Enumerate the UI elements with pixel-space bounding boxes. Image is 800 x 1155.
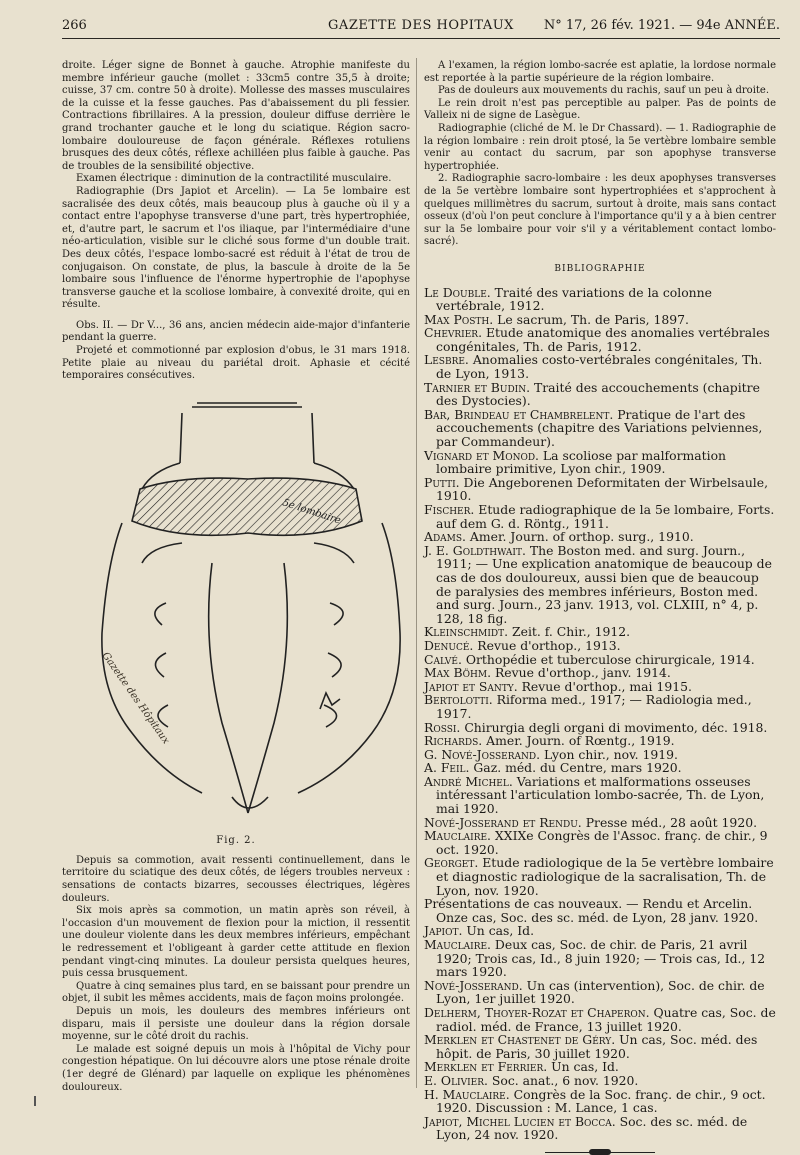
bibliography-reference: Variations et malformations osseuses intéressant l'articulation lombo-sacrée, Th. de Lyon, mai 1920. [436,773,765,817]
bibliography-author: Delherm, Thoyer-Rozat et Chaperon. [424,1004,650,1020]
bibliography-entry [424,1060,776,1074]
bibliography-entry [424,666,776,680]
bibliography-entry [424,326,776,353]
bibliography-reference: Soc. anat., 6 nov. 1920. [487,1072,639,1088]
bibliography-author: H. Mauclaire. [424,1086,510,1102]
bibliography-entry [424,1115,776,1142]
left-column [62,60,410,1094]
bibliography-reference: Presse méd., 28 août 1920. [581,814,758,830]
bibliography-reference: Traité des variations de la colonne vertébrale, 1912. [436,284,712,314]
bibliography-reference: Etude radiographique de la 5e lombaire, Forts. auf dem G. d. Röntg., 1911. [436,502,775,531]
bibliography-reference: Chirurgia degli organi di movimento, déc. 1918. [460,719,768,735]
bibliography-entry [424,693,776,720]
bibliography-author: Mauclaire. [424,937,491,952]
bibliography-entry [424,938,776,979]
bibliography-title: BIBLIOGRAPHIE [554,263,646,274]
end-ornament [545,1152,655,1153]
spine-xray-sketch [62,393,410,833]
bibliography-entry [424,625,776,639]
bibliography-reference: Le sacrum, Th. de Paris, 1897. [493,311,689,327]
right-column [424,60,776,1153]
bibliography-reference: Gaz. méd. du Centre, mars 1920. [469,760,682,776]
bibliography-author: G. Nové-Josserand. [424,746,541,762]
page-number: 266 [62,18,87,33]
bibliography-entry [424,639,776,653]
bibliography-entry [424,734,776,748]
bibliography-author: André Michel. [424,773,513,789]
column-divider [416,58,417,1088]
bibliography-author: Le Double. [424,284,491,300]
figure-caption: Fig. 2. [216,834,256,846]
bibliography-entry [424,829,776,856]
bibliography-author: Tarnier et Budin. [424,379,531,395]
paragraph: Pas de douleurs aux mouvements du rachis, sauf un peu à droite. [438,85,770,97]
paragraph: Six mois après sa commotion, un matin après son réveil, à l'occasion d'un mouvement de flexion pour la miction, il ressentit une douleur violente dans les deux membres inférieurs, empêchant le redressement et l'obligeant à garder cette attitude en flexion pendant vingt-cinq minutes. La douleur persista quelques heures, puis cessa brusquement. [62,905,410,980]
issue-info: N° 17, 26 fév. 1921. — 94e ANNÉE. [543,18,780,33]
bibliography-entry [424,775,776,816]
paragraph: Projeté et commotionné par explosion d'obus, le 31 mars 1918. Petite plaie au niveau du pariétal droit. Aphasie et cécité temporaires consécutives. [62,345,410,382]
bibliography-author: Merklen et Chastenet de Géry. [424,1032,616,1048]
bibliography-entry [424,1006,776,1033]
bibliography-author: Max Posth. [424,311,494,327]
bibliography-author: Georget. [424,855,479,871]
bibliography-reference: The Boston med. and surg. Journ., 1911; — Une explication anatomique de beaucoup de cas de dos douloureux, aussi bien que de beaucoup de paralysies des membres inférieurs, Boston med. and surg. Journ., 23 janv. 1913, vol. CLXIII, n° 4, p. 128, 18 fig. [436,542,772,626]
bibliography-author: Rossi. [424,719,461,735]
paragraph: 2. Radiographie sacro-lombaire : les deux apophyses transverses de la 5e vertèbre lombaire sont hypertrophiées et s'approchent à quelques millimètres du sacrum, surtout à droite, mais sans contact osseux (d'où l'on peut conclure à l'importance qu'il y a à bien centrer sur la 5e lombaire pour voir s'il y a véritablement contact lombo-sacré). [424,173,776,248]
bibliography-author: Kleinschmidt. [424,624,509,640]
bibliography-entry [424,381,776,408]
bibliography-reference: Etude radiologique de la 5e vertèbre lombaire et diagnostic radiologique de la sacralisation, Th. de Lyon, nov. 1920. [436,855,774,898]
bibliography-reference: Quatre cas, Soc. de radiol. méd. de France, 13 juillet 1920. [436,1004,776,1034]
page-header [62,16,780,39]
bibliography-author: Japiot, Michel Lucien et Bocca. [424,1113,616,1129]
bibliography-reference: Revue d'orthop., mai 1915. [517,678,692,694]
bibliography-author: Lesbre. [424,352,469,368]
bibliography-reference: Zeit. f. Chir., 1912. [508,624,631,640]
bibliography-entry [424,721,776,735]
bibliography-entry [424,530,776,544]
bibliography-reference: Die Angeborenen Deformitaten der Wirbelsaule, 1910. [436,474,769,504]
bibliography-reference: Deux cas, Soc. de chir. de Paris, 21 avril 1920; Trois cas, Id., 8 juin 1920; — Trois cas, Id., 12 mars 1920. [436,937,766,980]
watermark-text: Gazette des Hôpitaux [99,650,172,747]
bibliography-reference: Orthopédie et tuberculose chirurgicale, 1914. [461,651,755,667]
bibliography-author: Japiot et Santy. [424,678,518,694]
bibliography-reference: Revue d'orthop., janv. 1914. [491,665,671,681]
paragraph: Obs. II. — Dr V..., 36 ans, ancien médecin aide-major d'infanterie pendant la guerre. [62,319,410,344]
bibliography-list [424,286,776,1142]
bibliography-author: Merklen et Ferrier. [424,1059,548,1075]
bibliography-reference: Soc. des sc. méd. de Lyon, 24 nov. 1920. [436,1113,748,1143]
bibliography-entry [424,476,776,503]
paragraph: Le rein droit n'est pas perceptible au palper. Pas de points de Valleix ni de signe de Lasègue. [424,97,776,122]
bibliography-reference: Revue d'orthop., 1913. [473,637,621,653]
bibliography-author: Putti. [424,474,460,490]
bibliography-reference: Riforma med., 1917; — Radiologia med., 1917. [436,692,752,721]
bibliography-reference: Amer. Journ. of orthop. surg., 1910. [465,529,694,545]
bibliography-reference: Un cas (intervention), Soc. de chir. de Lyon, 1er juillet 1920. [436,977,765,1007]
bibliography-author: J. E. Goldthwait. [424,542,526,558]
bibliography-entry [424,503,776,530]
bibliography-reference: Lyon chir., nov. 1919. [540,746,678,762]
paragraph: Depuis un mois, les douleurs des membres inférieurs ont disparu, mais il persiste une douleur dans la région dorsale moyenne, sur le côté droit du rachis. [62,1005,410,1043]
bibliography-reference: Traité des accouchements (chapitre des Dystocies). [436,379,760,409]
figure-2 [62,393,410,849]
bibliography-entry [424,979,776,1006]
bibliography-entry [424,816,776,830]
bibliography-entry [424,449,776,476]
paragraph: Depuis sa commotion, avait ressenti continuellement, dans le territoire du sciatique des deux côtés, de légers troubles nerveux : sensations de contacts bizarres, secousses électriques, légères douleurs. [62,854,410,904]
bibliography-reference: Amer. Journ. of Rœntg., 1919. [482,733,675,749]
bibliography-author: A. Feil. [424,760,470,776]
bibliography-author: Nové-Josserand et Rendu. [424,814,582,830]
bibliography-author: Nové-Josserand. [424,977,523,993]
bibliography-reference: Pratique de l'art des accouchements (chapitre des Variations pelviennes, par Commandeur). [436,406,763,450]
bibliography-reference: Anomalies costo-vertébrales congénitales, Th. de Lyon, 1913. [436,352,763,382]
bibliography-entry [424,313,776,327]
bibliography-reference: Un cas, Id. [547,1059,619,1075]
bibliography-entry [424,1074,776,1088]
bibliography-author: Mauclaire. [424,828,491,844]
paragraph: Radiographie (Drs Japiot et Arcelin). — La 5e lombaire est sacralisée des deux côtés, mais beaucoup plus à gauche où il y a contact entre l'apophyse transverse d'une part, très hypertrophiée, et, d'autre part, le sacrum et l'os iliaque, par l'intermédiaire d'une néo-articulation, visible sur le cliché sous forme d'un double trait. Des deux côtés, l'espace lombo-sacré est réduit à l'état de trou de conjugaison. On constate, de plus, la bascule à droite de la 5e lombaire sous l'influence de l'énorme hypertrophie de l'apophyse transverse gauche et la scoliose lombaire, à convexité droite, qui en résulte. [62,185,410,311]
paragraph: Examen électrique : diminution de la contractilité musculaire. [76,173,392,185]
bibliography-reference: Etude anatomique des anomalies vertébrales congénitales, Th. de Paris, 1912. [436,325,770,354]
bibliography-reference: Un cas, Id. [462,923,535,939]
bibliography-author: Japiot. [424,923,463,939]
bibliography-author: Bar, Brindeau et Chambrelent. [424,406,614,422]
bibliography-entry [424,897,776,924]
bibliography-author: Max Böhm. [424,665,492,681]
bibliography-entry [424,544,776,626]
bibliography-entry [424,286,776,313]
bibliography-reference: Un cas, Soc. méd. des hôpit. de Paris, 30 juillet 1920. [436,1032,758,1061]
bibliography-author: Fischer. [424,502,475,517]
bibliography-reference: La scoliose par malformation lombaire primitive, Lyon chir., 1909. [436,447,727,477]
paragraph: Le malade est soigné depuis un mois à l'hôpital de Vichy pour congestion hépatique. On lui découvre alors une ptose rénale droite (1er degré de Glénard) par laquelle on explique les phénomènes douloureux. [62,1043,410,1093]
label-lombaire: 5e lombaire [281,497,342,527]
paragraph: droite. Léger signe de Bonnet à gauche. Atrophie manifeste du membre inférieur gauche (mollet : 33cm5 contre 35,5 à droite; cuisse, 37 cm. contre 50 à droite). Mollesse des masses musculaires de la cuisse et la fesse gauches. Pas d'abaissement du pli fessier. Contractions fibrillaires. A la pression, douleur diffuse derrière le grand trochanter gauche et le long du sciatique. Région sacro-lombaire douloureuse de façon générale. Réflexes rotuliens brusques des deux côtés, réflexe achilléen plus faible à gauche. Pas de troubles de la sensibilité objective. [62,60,410,172]
bibliography-entry [424,856,776,897]
bibliography-author: E. Olivier. [424,1072,488,1088]
bibliography-entry [424,653,776,667]
bibliography-author: Calvé. [424,651,462,667]
bibliography-entry [424,1033,776,1060]
paragraph: Quatre à cinq semaines plus tard, en se baissant pour prendre un objet, il subit les mêmes accidents, mais de façon moins prolongée. [62,980,410,1005]
bibliography-entry [424,353,776,380]
bibliography-entry [424,924,776,938]
bibliography-entry [424,680,776,694]
bibliography-author: Bertolotti. [424,692,493,708]
paragraph: Radiographie (cliché de M. le Dr Chassard). — 1. Radiographie de la région lombaire : rein droit ptosé, la 5e vertèbre lombaire semble venir au contact du sacrum, par son apophyse transverse hypertrophiée. [424,122,776,172]
bibliography-entry [424,761,776,775]
bibliography-author: Vignard et Monod. [424,447,539,463]
margin-mark [34,1096,36,1106]
bibliography-entry [424,408,776,449]
paragraph: A l'examen, la région lombo-sacrée est aplatie, la lordose normale est reportée à la partie supérieure de la région lombaire. [424,60,776,84]
bibliography-reference: XXIXe Congrès de l'Assoc. franç. de chir., 9 oct. 1920. [436,828,768,857]
journal-title: GAZETTE DES HOPITAUX [328,18,514,33]
bibliography-author: Richards. [424,733,483,749]
bibliography-entry [424,1088,776,1115]
bibliography-author: Denucé. [424,637,474,653]
bibliography-reference: Présentations de cas nouveaux. — Rendu et Arcelin. Onze cas, Soc. des sc. méd. de Lyon, 28 janv. 1920. [424,896,759,925]
bibliography-entry [424,748,776,762]
bibliography-author: Chevrier. [424,325,483,341]
bibliography-reference: Congrès de la Soc. franç. de chir., 9 oct. 1920. Discussion : M. Lance, 1 cas. [436,1086,766,1116]
bibliography-author: Adams. [424,529,466,545]
